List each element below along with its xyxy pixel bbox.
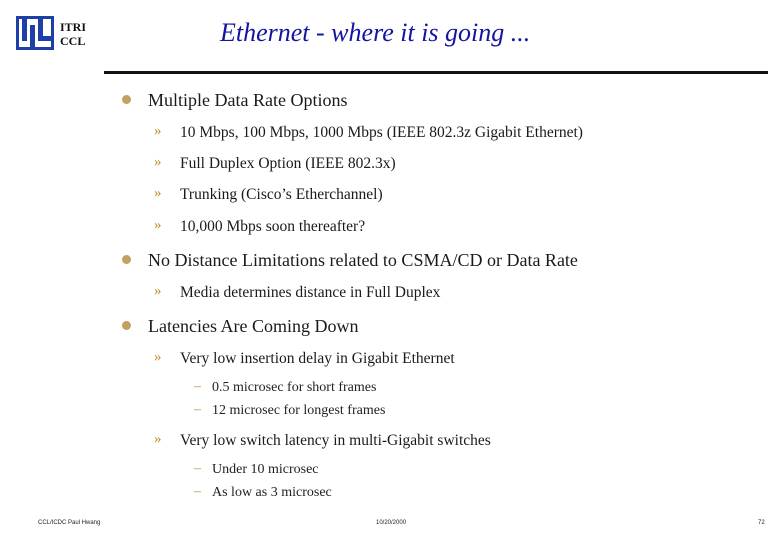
org-line-itri: ITRI xyxy=(60,20,87,34)
detail-text: 12 microsec for longest frames xyxy=(212,403,386,418)
subbullet-text: 10,000 Mbps soon thereafter? xyxy=(180,218,366,235)
dash-icon: – xyxy=(194,402,201,417)
subbullet-text: Trunking (Cisco’s Etherchannel) xyxy=(180,186,383,203)
bullet-distance-limitations xyxy=(148,250,578,271)
subbullet xyxy=(154,154,396,173)
org-line-ccl: CCL xyxy=(60,34,86,48)
footer-page-number: 72 xyxy=(758,520,765,526)
bullet-text: Multiple Data Rate Options xyxy=(148,90,348,110)
subbullet xyxy=(154,123,583,142)
bullet-text: Latencies Are Coming Down xyxy=(148,316,359,336)
chevron-icon: » xyxy=(154,154,160,170)
subbullet-text: Very low switch latency in multi-Gigabit switches xyxy=(180,432,491,449)
organization-label xyxy=(60,20,86,48)
detail-item xyxy=(194,484,332,501)
subbullet xyxy=(154,217,366,236)
subbullet xyxy=(154,185,383,204)
detail-text: 0.5 microsec for short frames xyxy=(212,380,377,395)
bullet-text: No Distance Limitations related to CSMA/CD or Data Rate xyxy=(148,250,578,270)
bullet-dot-icon xyxy=(122,95,131,104)
chevron-icon: » xyxy=(154,349,160,365)
itri-logo-icon xyxy=(16,16,54,50)
detail-text: As low as 3 microsec xyxy=(212,485,332,500)
footer-author: CCL/ICDC Paul Hwang xyxy=(38,520,101,526)
chevron-icon: » xyxy=(154,185,160,201)
subbullet-text: Full Duplex Option (IEEE 802.3x) xyxy=(180,155,396,172)
footer-date: 10/20/2000 xyxy=(376,520,407,526)
subbullet-text: Media determines distance in Full Duplex xyxy=(180,284,441,301)
subbullet xyxy=(154,283,441,302)
bullet-data-rate-options xyxy=(148,90,347,111)
bullet-latencies xyxy=(148,316,358,337)
slide-title: Ethernet - where it is going ... xyxy=(220,18,531,47)
title-divider xyxy=(104,71,768,74)
subbullet-text: Very low insertion delay in Gigabit Ethernet xyxy=(180,350,455,367)
bullet-dot-icon xyxy=(122,321,131,330)
dash-icon: – xyxy=(194,379,201,394)
subbullet xyxy=(154,431,491,450)
detail-item xyxy=(194,379,377,396)
subbullet-text: 10 Mbps, 100 Mbps, 1000 Mbps (IEEE 802.3z Gigabit Ethernet) xyxy=(180,124,583,141)
dash-icon: – xyxy=(194,484,201,499)
chevron-icon: » xyxy=(154,283,160,299)
dash-icon: – xyxy=(194,461,201,476)
bullet-dot-icon xyxy=(122,255,131,264)
detail-item xyxy=(194,402,386,419)
detail-text: Under 10 microsec xyxy=(212,462,319,477)
subbullet xyxy=(154,349,455,368)
detail-item xyxy=(194,461,319,478)
chevron-icon: » xyxy=(154,217,160,233)
chevron-icon: » xyxy=(154,431,160,447)
chevron-icon: » xyxy=(154,123,160,139)
